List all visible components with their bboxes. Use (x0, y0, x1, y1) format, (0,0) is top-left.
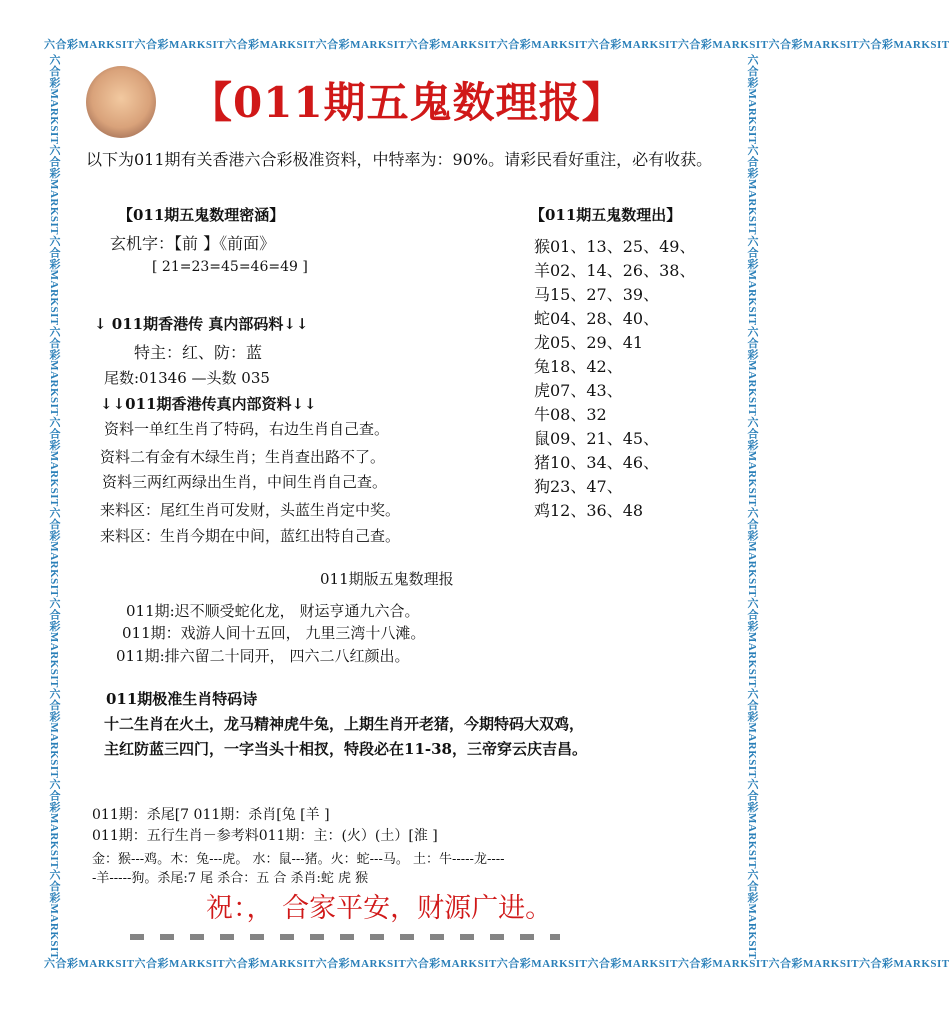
zodiac-row: 狗23、47、 (534, 477, 623, 496)
watermark-right: 六合彩MARKSIT六合彩MARKSIT六合彩MARKSIT六合彩MARKSIT六合彩MARKSIT六合彩MARKSIT六合彩MARKSIT六合彩MARKSIT六合彩MARKSIT六合彩MARKSIT (746, 54, 758, 960)
zodiac-row: 鼠09、21、45、 (534, 429, 660, 448)
special-line: 特主：红、防：蓝 (134, 343, 263, 362)
kill-line: 011期：杀尾[7 011期：杀肖[兔 [羊 ] (92, 807, 330, 823)
five-elements-line: 011期：五行生肖－参考料011期：主：(火）(土）[淮 ] (92, 828, 438, 844)
poem-header: 011期极准生肖特码诗 (106, 690, 258, 708)
watermark-bottom: 六合彩MARKSIT六合彩MARKSIT六合彩MARKSIT六合彩MARKSIT六合彩MARKSIT六合彩MARKSIT六合彩MARKSIT六合彩MARKSIT六合彩MARKSIT六合彩MARKSIT (44, 958, 950, 970)
info-line: 资料二有金有木绿生肖；生肖查出路不了。 (100, 448, 386, 466)
zodiac-header: 【011期五鬼数理出】 (530, 206, 682, 224)
edition-line: 011期：戏游人间十五回， 九里三湾十八滩。 (122, 624, 426, 642)
zodiac-row: 猴01、13、25、49、 (534, 237, 696, 256)
zodiac-row: 龙05、29、41 (534, 333, 644, 352)
zodiac-row: 兔18、42、 (534, 357, 623, 376)
tail-line: 尾数:01346 —头数 035 (104, 369, 270, 387)
intro-text: 以下为011期有关香港六合彩极准资料，中特率为：90%。请彩民看好重注，必有收获。 (86, 150, 713, 169)
info-line: 来料区：尾红生肖可发财，头蓝生肖定中奖。 (100, 501, 401, 519)
zodiac-row: 猪10、34、46、 (534, 453, 660, 472)
cropped-text-fragment (130, 934, 560, 940)
poem-line: 主红防蓝三四门，一字当头十相扠，特段必在11-38，三帝穿云庆吉昌。 (104, 740, 587, 758)
equation-line: [ 21=23=45=46=49 ] (152, 259, 308, 275)
zodiac-row: 马15、27、39、 (534, 285, 660, 304)
edition-line: 011期:迟不顺受蛇化龙， 财运亨通九六合。 (126, 602, 420, 620)
riddle-line: 玄机字：【前 】《前面》 (110, 234, 276, 253)
zodiac-row: 蛇04、28、40、 (534, 309, 660, 328)
edition-line: 011期:排六留二十同开， 四六二八红颜出。 (116, 647, 410, 665)
zodiac-row: 羊02、14、26、38、 (534, 261, 696, 280)
edition-header: 011期版五鬼数理报 (320, 570, 454, 588)
watermark-left: 六合彩MARKSIT六合彩MARKSIT六合彩MARKSIT六合彩MARKSIT六合彩MARKSIT六合彩MARKSIT六合彩MARKSIT六合彩MARKSIT六合彩MARKSIT六合彩MARKSIT (48, 54, 60, 960)
poem-line: 十二生肖在火土，龙马精神虎牛兔，上期生肖开老猪，今期特码大双鸡， (104, 715, 585, 733)
info-line: 资料三两红两绿出生肖，中间生肖自己查。 (102, 473, 388, 491)
zodiac-row: 鸡12、36、48 (534, 501, 644, 520)
portrait-avatar (86, 66, 156, 138)
inside-header-2: ↓↓011期香港传真内部资料↓↓ (100, 395, 317, 413)
blessing-text: 祝：， 合家平安，财源广进。 (206, 893, 553, 924)
kill-summary-line: -羊-----狗。杀尾:7 尾 杀合：五 合 杀肖:蛇 虎 猴 (92, 871, 369, 886)
secret-header: 【011期五鬼数理密涵】 (118, 206, 285, 224)
elements-detail-line: 金：猴---鸡。木：兔---虎。 水：鼠---猪。火：蛇---马。 土：牛-----龙---- (92, 852, 505, 867)
zodiac-row: 虎07、43、 (534, 381, 623, 400)
watermark-top: 六合彩MARKSIT六合彩MARKSIT六合彩MARKSIT六合彩MARKSIT六合彩MARKSIT六合彩MARKSIT六合彩MARKSIT六合彩MARKSIT六合彩MARKSIT六合彩MARKSIT (44, 39, 950, 51)
zodiac-row: 牛08、32 (534, 405, 607, 424)
info-line: 来料区：生肖今期在中间，蓝红出特自己查。 (100, 527, 401, 545)
info-line: 资料一单红生肖了特码，右边生肖自己查。 (104, 420, 390, 438)
inside-header: ↓ 011期香港传 真内部码料↓↓ (94, 315, 309, 333)
page-title: 【011期五鬼数理报】 (190, 78, 625, 127)
